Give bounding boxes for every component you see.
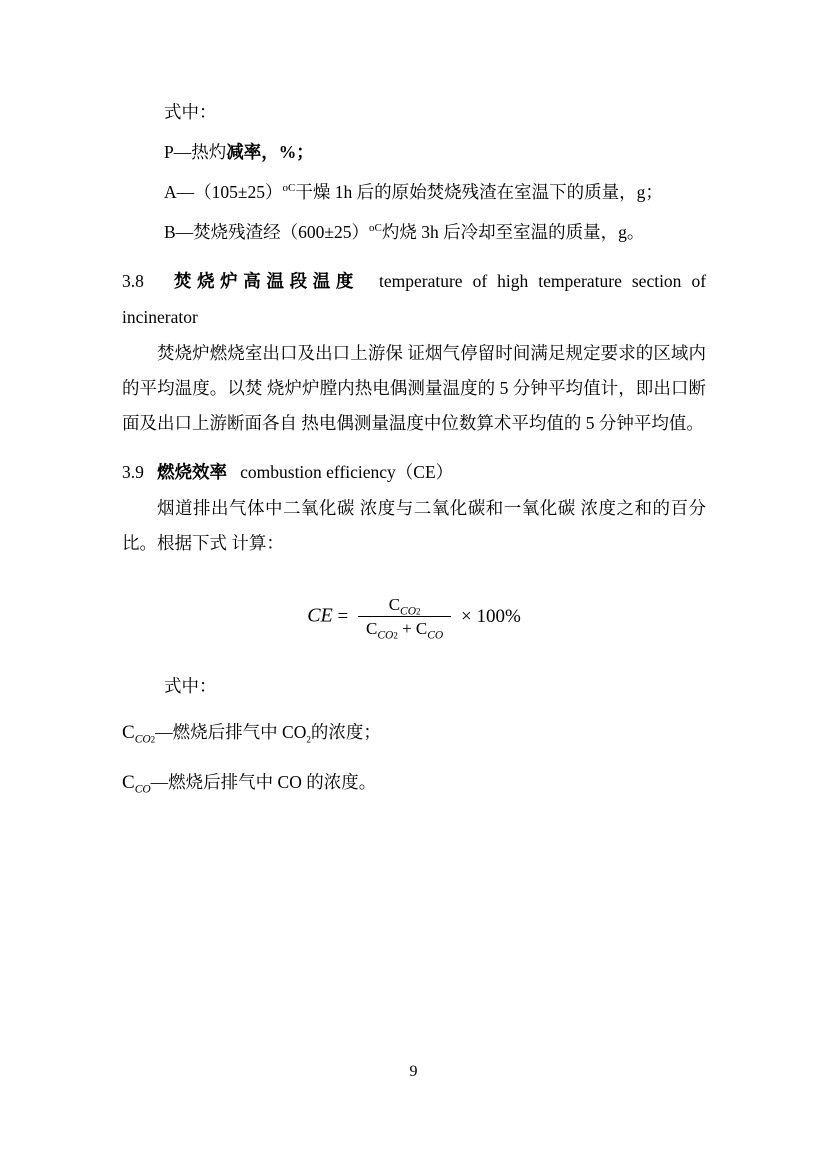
section-3-9-title-abbr: （CE）: [395, 461, 454, 482]
section-3-8-number: 3.8: [122, 270, 144, 291]
where-label-2: 式中：: [164, 675, 217, 696]
formula-numerator-sub2: 2: [416, 606, 421, 617]
formula-denominator-sub-2: CO: [427, 629, 444, 642]
section-3-8-heading: [122, 264, 706, 298]
formula-lhs: CE: [307, 604, 333, 627]
definition-p-post: 率，%；: [243, 142, 314, 163]
section-3-9-title-en: combustion efficiency: [240, 461, 396, 482]
definition-b-degree-icon: o: [369, 222, 375, 235]
symbol-cco2: [122, 713, 706, 753]
definition-b-post: 灼烧 3h 后冷却至室温的质量，g。: [381, 222, 645, 243]
section-3-8-title-en: temperature of high temperature section of: [379, 270, 707, 291]
formula-numerator-base: C: [388, 594, 401, 614]
definition-p-bold: 减: [226, 142, 244, 163]
section-3-8-heading-line2: incinerator: [122, 306, 198, 327]
section-3-8-body: 焚烧炉燃烧室出口及出口上游保 证烟气停留时间满足规定要求的区域内的平均温度。以焚 烧炉炉膛内热电偶测量温度的 5 分钟平均值计，即出口断面及出口上游断面各自 热电偶测量温度中位数算术平均值的 5 分钟平均值。: [122, 342, 706, 433]
definition-a-post: 干燥 1h 后的原始焚烧残渣在室温下的质量，g；: [295, 182, 663, 203]
combustion-efficiency-formula: [122, 594, 706, 642]
symbol-cco2-base: C: [122, 722, 135, 743]
definition-a-celsius: C: [288, 182, 296, 195]
symbol-cco-text: —燃烧后排气中 CO 的浓度。: [150, 771, 377, 792]
where-label-1: 式中：: [164, 102, 217, 122]
section-3-9-number: 3.9: [122, 461, 144, 482]
formula-denominator-base-1: C: [365, 618, 378, 638]
page-number: 9: [409, 1063, 418, 1080]
section-3-9-heading: [122, 455, 706, 489]
symbol-cco2-text-pre: —燃烧后排气中 CO: [155, 722, 307, 742]
formula-equals: =: [337, 605, 349, 627]
formula-numerator: [358, 595, 451, 616]
formula-denominator: [358, 617, 451, 642]
formula-tail: × 100%: [460, 605, 521, 627]
symbol-cco2-text-sub: 2: [306, 734, 311, 745]
section-3-9-body: 烟道排出气体中二氧化碳 浓度与二氧化碳和一氧化碳 浓度之和的百分比。根据下式 计算：: [122, 497, 706, 553]
definition-b-pre: B—焚烧残渣经（600±25）: [164, 222, 370, 243]
definition-b-celsius: C: [374, 222, 382, 235]
symbol-cco-sub: CO: [134, 783, 151, 796]
formula-numerator-sub: CO: [400, 605, 417, 618]
definition-a-degree-icon: o: [282, 182, 288, 195]
symbol-cco: [122, 763, 706, 803]
section-3-9-title-cn: 燃烧效率: [157, 461, 227, 482]
definition-b: [122, 215, 706, 249]
formula-denominator-sub2-1: 2: [393, 630, 398, 641]
formula-denominator-sub-1: CO: [377, 629, 394, 642]
symbol-cco2-sub: CO: [134, 733, 151, 746]
formula-denominator-base-2: C: [415, 618, 428, 638]
symbol-cco-base: C: [122, 771, 135, 793]
symbol-cco2-text-post: 的浓度；: [310, 722, 381, 742]
definition-p-pre: P—热灼: [164, 142, 227, 163]
formula-plus: +: [402, 618, 412, 638]
definition-p: [122, 135, 706, 169]
page-content: [122, 95, 706, 803]
section-3-8-title-cn: 焚烧炉高温段温度: [173, 270, 359, 291]
definition-a-pre: A—（105±25）: [164, 182, 283, 203]
symbol-cco2-sub2: 2: [150, 734, 156, 745]
definition-a: [122, 175, 706, 209]
formula-fraction: [358, 594, 451, 642]
